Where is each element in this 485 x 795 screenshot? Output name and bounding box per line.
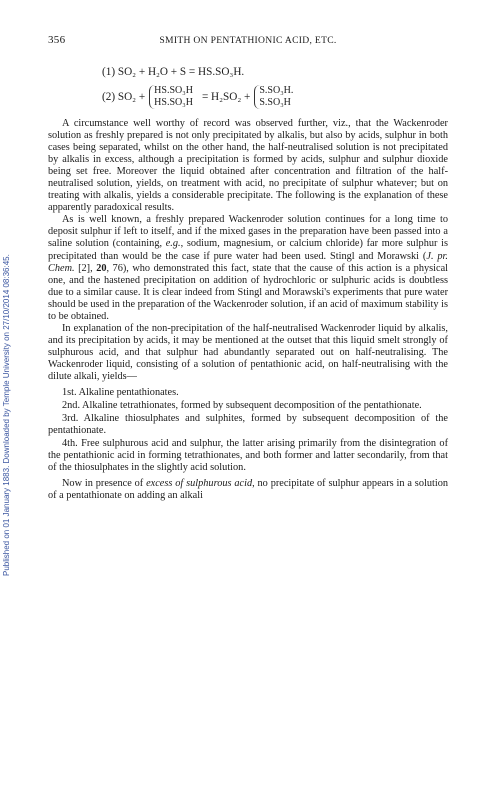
running-title: SMITH ON PENTATHIONIC ACID, ETC.	[159, 35, 337, 46]
list-item-2: 2nd. Alkaline tetrathionates, formed by subsequent decomposition of the pentathionate.	[62, 400, 422, 412]
paragraph-3: In explanation of the non-precipitation of the half-neutralised Wackenroder liquid by alkalis, and its precipitation by acids, it may be mentioned at the outset that this liquid smelt strongly of sulphurous acid, and that sulphur had abundantly separated out on half-neutralising. The Wackenroder liquid, consisting of a solution of pentathionic acid, on half-neutralising with the dilute alkali, yields—	[48, 322, 448, 382]
equation-1	[102, 62, 448, 82]
equation-2-lead: (2) SO₂ +	[102, 91, 146, 103]
paragraph-5-emphasis: excess of sulphurous acid	[146, 478, 253, 490]
equation-2-brace2-top: S.SO₃H.	[259, 85, 294, 96]
equation-2	[102, 82, 448, 112]
list-item-1: 1st. Alkaline pentathionates.	[62, 387, 179, 399]
equation-2-brace-right	[254, 85, 293, 109]
paragraph-5-part-b: , no precipitate of sulphur appears in a solution of a pentathionate on adding an alkali	[48, 478, 448, 502]
paragraph-2-part-c: , 76), who demonstrated this fact, state that the cause of this action is a physical one, and the hastened precipitation on addition of hydrochloric or sulphuric acids is doubtless due to a similar cause. It is clear indeed from Stingl and Morawski's experiments that pure water should be used in the preparation of the Wackenroder solution, if an acid of maximum stability is to be obtained.	[48, 262, 448, 322]
paragraph-2-part-b: , sodium, magnesium, or calcium chloride) far more sulphur is precipitated than would be the case if pure water had been used. Stingl and Morawski (	[48, 238, 448, 262]
paragraph-5-part-a: Now in presence of	[62, 478, 147, 490]
paragraph-1: A circumstance well worthy of record was observed further, viz., that the Wackenroder solution as freshly prepared is not only precipitated by alkalis, but also by acids, sulphur in both cases being separated, whilst on the other hand, the half-neutralised solution is not precipitated by alkalis in excess, although a precipitation is formed by acids, sulphur and sulphur dioxide being set free. Moreover the liquid obtained after concentration and filtration of the half-neutralised solution, yields, on treatment with acid, no precipitate of sulphur whatever; but on treating with alkalis, yields a considerable precipitate. The following is the explanation of these apparently paradoxical results.	[48, 118, 448, 214]
equations	[102, 62, 448, 112]
equation-2-middle: = H₂SO₂ +	[201, 91, 251, 103]
paragraph-2-eg: e.g.	[165, 238, 181, 250]
journal-citation: J. pr. Chem.	[48, 250, 449, 274]
citation-volume: 20	[96, 262, 107, 274]
list-item-3: 3rd. Alkaline thiosulphates and sulphites, formed by subsequent decomposition of the pentathionate.	[48, 413, 448, 437]
citation-series: [2],	[74, 262, 97, 274]
publication-side-note: Published on 01 January 1883. Downloaded by Temple University on 27/10/2014 08:36:45.	[2, 254, 11, 576]
paragraph-5	[48, 478, 448, 502]
equation-2-brace2-bottom: S.SO₃H	[259, 97, 291, 108]
page	[48, 34, 448, 502]
paragraph-2-part-a: As is well known, a freshly prepared Wackenroder solution continues for a long time to deposit sulphur if left to itself, and if the mixed gases in the preparation have been passed into a saline solution (containing,	[48, 214, 448, 250]
paragraph-2	[48, 214, 448, 322]
page-number: 356	[48, 34, 66, 46]
equation-2-brace-left	[149, 85, 193, 109]
equation-2-brace-top: HS.SO₃H	[154, 85, 193, 96]
list-item-4: 4th. Free sulphurous acid and sulphur, the latter arising primarily from the disintegration of the pentathionic acid in forming tetrathionates, and both former and latter secondarily, from that of the thiosulphates in the slightly acid solution.	[48, 438, 448, 474]
page-header	[48, 34, 448, 48]
equation-1-text: (1) SO₂ + H₂O + S = HS.SO₃H.	[102, 66, 245, 78]
equation-2-brace-bottom: HS.SO₃H	[154, 97, 193, 108]
